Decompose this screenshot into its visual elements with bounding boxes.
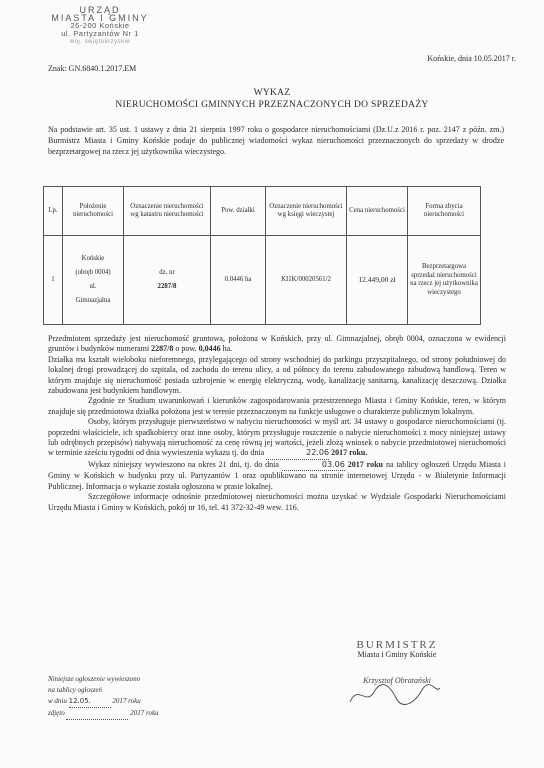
cell-area: 0.0446 ha bbox=[211, 236, 266, 325]
text: 2017 roku. bbox=[329, 448, 368, 458]
note-line bbox=[48, 696, 159, 708]
header-location: Położenie nieruchomości bbox=[63, 187, 124, 236]
stamp-line: ul. Partyzantów Nr 1 bbox=[61, 29, 139, 38]
paragraph-posting bbox=[48, 460, 506, 492]
cell-parcel bbox=[124, 236, 211, 325]
text: 2017 roku bbox=[128, 709, 159, 717]
handwritten-signature bbox=[344, 680, 444, 710]
location-line: Końskie bbox=[81, 255, 105, 262]
stamp-line: URZĄD bbox=[79, 5, 121, 15]
location-line: (obręb 0004) bbox=[75, 269, 111, 276]
handwritten-date: 03.06 bbox=[282, 460, 345, 471]
cell-location bbox=[63, 236, 124, 325]
table-row bbox=[44, 236, 481, 325]
text: 2017 roku bbox=[110, 697, 141, 705]
stamp-line: 26-200 Końskie bbox=[70, 21, 130, 30]
document-body bbox=[48, 334, 506, 513]
text: Osoby, którym przysługuje pierwszeństwo w nabyciu nieruchomości w myśl art. 34 ustawy o gospodarce nieruchomościami (tj. poprzedni właściciele, ich spadkobiercy oraz inne osoby, którym przysługuje roszczenie o nabycie nieruchomości z mocy niniejszej ustawy lub odrębnych przepisów) nabywają nieruchomość za cenę równą jej wartości, jeżeli złożą wniosek o nabycie przedmiotowej nieruchomości w terminie sześciu tygodni od dnia wywieszenia wykazu tj. do dnia bbox=[48, 417, 506, 458]
header-book: Oznaczenie nieruchomości wg księgi wieczystej bbox=[266, 187, 347, 236]
cell-form: Bezprzetargowa sprzedaż nieruchomości na rzecz jej użytkownika wieczystego bbox=[408, 236, 481, 325]
stamp-line: woj. świętokrzyskie bbox=[69, 39, 131, 45]
parcel-number: 2287/8 bbox=[157, 283, 177, 290]
header-form: Forma zbycia nieruchomości bbox=[408, 187, 481, 236]
note-line: Niniejsze ogłoszenie wywieszono bbox=[48, 675, 141, 683]
parcel-label: dz. nr bbox=[159, 269, 175, 276]
signatory-name: Krzysztof Obratański bbox=[363, 676, 431, 685]
paragraph-zoning: Zgodnie ze Studium uwarunkowań i kierunków zagospodarowania przestrzennego Miasta i Gminy Końskie, teren, w którym znajduje się przedmiotowa działka położona jest w terenie przeznaczonym na funkcje usługowe o charakterze publicznym lokalnym. bbox=[48, 396, 506, 416]
location-line: Gimnazjalna bbox=[75, 297, 111, 304]
cell-price: 12.449,00 zł bbox=[347, 236, 408, 325]
handwritten-date: 12.05. bbox=[69, 696, 111, 708]
note-line bbox=[48, 708, 159, 720]
document-subtitle: NIERUCHOMOŚCI GMINNYCH PRZEZNACZONYCH DO SPRZEDAŻY bbox=[115, 100, 429, 110]
blank-field bbox=[66, 708, 128, 720]
document-title: WYKAZ bbox=[253, 88, 291, 98]
header-parcel: Oznaczenie nieruchomości wg katastru nieruchomości bbox=[124, 187, 211, 236]
table-header-row bbox=[44, 187, 481, 236]
paragraph-priority bbox=[48, 417, 506, 460]
signatory-org: Miasta i Gminy Końskie bbox=[357, 650, 437, 659]
document-date: Końskie, dnia 10.05.2017 r. bbox=[427, 54, 516, 63]
cell-lp: 1 bbox=[44, 236, 63, 325]
text: o pow. bbox=[173, 344, 199, 354]
property-table bbox=[43, 186, 481, 325]
paragraph-description: Działka ma kształt wieloboku nieforemnego, przylegającego od strony wschodniej do parkingu przyszpitalnego, od strony południowej do lokalnej drogi prowadzącej do szpitala, od zachodu do terenu ulicy, a od północy do terenu zabudowanego zabudową handlową. Teren w którym znajduje się nieruchomość posiada uzbrojenie w energię elektryczną, wodę, kanalizację sanitarną, kanalizację deszczową. Działka zabudowana jest budynkiem handlowym. bbox=[48, 354, 506, 396]
text: ha. bbox=[220, 344, 233, 354]
text: na tablicy ogłoszeń Urzędu Miasta i Gminy w Końskich w budynku przy ul. Partyzantów 1 oraz opublikowano na stronie internetowej Urzędu - w Biuletynie Informacji Publicznej. Informacja o wykazie została ogłoszona w prasie lokalnej. bbox=[48, 459, 507, 491]
paragraph-contact: Szczegółowe informacje odnośnie przedmiotowej nieruchomości można uzyskać w Wydziale Gospodarki Nieruchomościami Urzędu Miasta i Gminy w Końskich, pokój nr 16, tel. 41 372-32-49 wew. 116. bbox=[48, 492, 506, 512]
stamp-line: MIASTA I GMINY bbox=[51, 13, 149, 23]
text: w dniu bbox=[48, 697, 69, 705]
handwritten-date: 22.06 bbox=[266, 448, 329, 459]
header-price: Cena nieruchomości bbox=[347, 187, 408, 236]
note-line: na tablicy ogłoszeń bbox=[48, 686, 103, 694]
text: Wykaz niniejszy wywieszono na okres 21 dni, tj. do dnia bbox=[88, 459, 282, 469]
parcel-area: 0,0446 bbox=[198, 344, 221, 354]
office-stamp bbox=[40, 6, 160, 46]
location-line: ul. bbox=[89, 283, 97, 290]
text: 2017 roku bbox=[344, 459, 383, 469]
posting-notes bbox=[48, 674, 159, 720]
text: Przedmiotem sprzedaży jest nieruchomość gruntowa, położona w Końskich, przy ul. Gimnazjalnej, obręb 0004, oznaczona w ewidencji gruntów i budynków numerami bbox=[48, 334, 506, 354]
parcel-number: 2287/8 bbox=[151, 344, 174, 354]
reference-number: Znak: GN.6840.1.2017.EM bbox=[48, 64, 137, 73]
header-lp: Lp. bbox=[44, 187, 63, 236]
header-area: Pow. działki bbox=[211, 187, 266, 236]
cell-book: KI1K/00020561/2 bbox=[266, 236, 347, 325]
signatory-role: BURMISTRZ bbox=[356, 639, 438, 651]
paragraph-subject bbox=[48, 334, 506, 355]
text: zdjęto bbox=[48, 709, 67, 717]
intro-paragraph: Na podstawie art. 35 ust. 1 ustawy z dnia 21 sierpnia 1997 roku o gospodarce nieruchomościami (Dz.U.z 2016 r. poz. 2147 z późn. zm.) Burmistrz Miasta i Gminy Końskie podaje do publicznej wiadomości wykaz nieruchomości przeznaczonych do sprzedaży w drodze bezprzetargowej na rzecz jej użytkownika wieczystego. bbox=[48, 125, 504, 156]
